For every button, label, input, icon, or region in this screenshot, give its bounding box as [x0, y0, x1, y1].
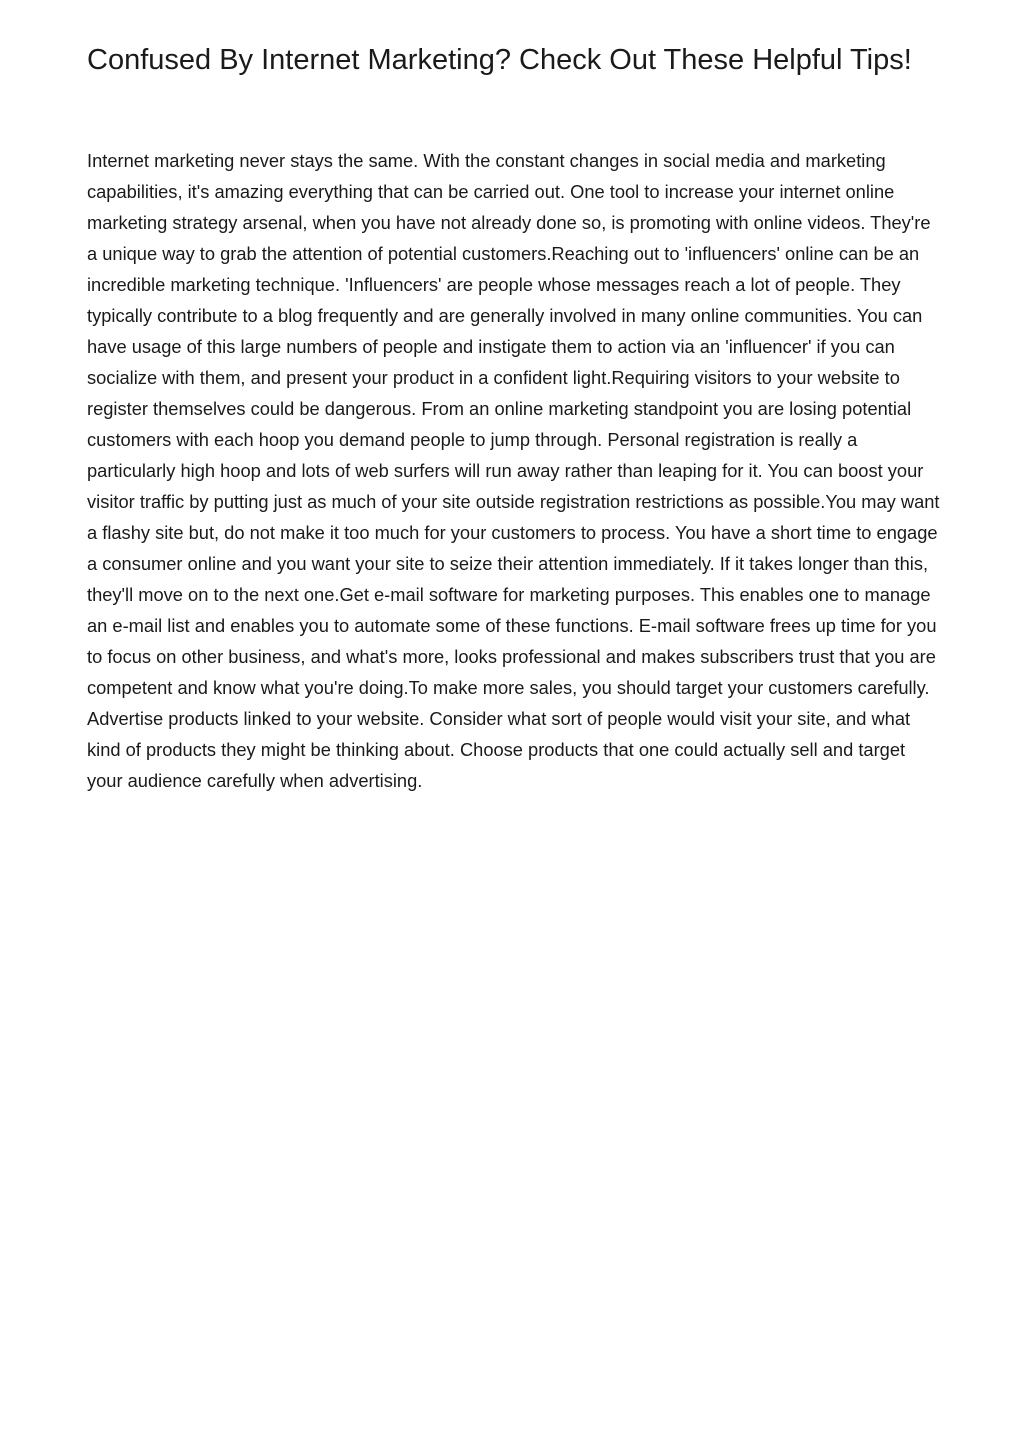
page-title: Confused By Internet Marketing? Check Out These Helpful Tips!	[87, 44, 912, 76]
body-paragraph: Internet marketing never stays the same. With the constant changes in social media and marketing capabilities, it's amazing everything that can be carried out. One tool to increase your internet online marketing strategy arsenal, when you have not already done so, is promoting with online videos. They're a unique way to grab the attention of potential customers.Reaching out to 'influencers' online can be an incredible marketing technique. 'Influencers' are people whose messages reach a lot of people. They typically contribute to a blog frequently and are generally involved in many online communities. You can have usage of this large numbers of people and instigate them to action via an 'influencer' if you can socialize with them, and present your product in a confident light.Requiring visitors to your website to register themselves could be dangerous. From an online marketing standpoint you are losing potential customers with each hoop you demand people to jump through. Personal registration is really a particularly high hoop and lots of web surfers will run away rather than leaping for it. You can boost your visitor traffic by putting just as much of your site outside registration restrictions as possible.You may want a flashy site but, do not make it too much for your customers to process. You have a short time to engage a consumer online and you want your site to seize their attention immediately. If it takes longer than this, they'll move on to the next one.Get e-mail software for marketing purposes. This enables one to manage an e-mail list and enables you to automate some of these functions. E-mail software frees up time for you to focus on other business, and what's more, looks professional and makes subscribers trust that you are competent and know what you're doing.To make more sales, you should target your customers carefully. Advertise products linked to your website. Consider what sort of people would visit your site, and what kind of products they might be thinking about. Choose products that one could actually sell and target your audience carefully when advertising.	[87, 150, 940, 791]
